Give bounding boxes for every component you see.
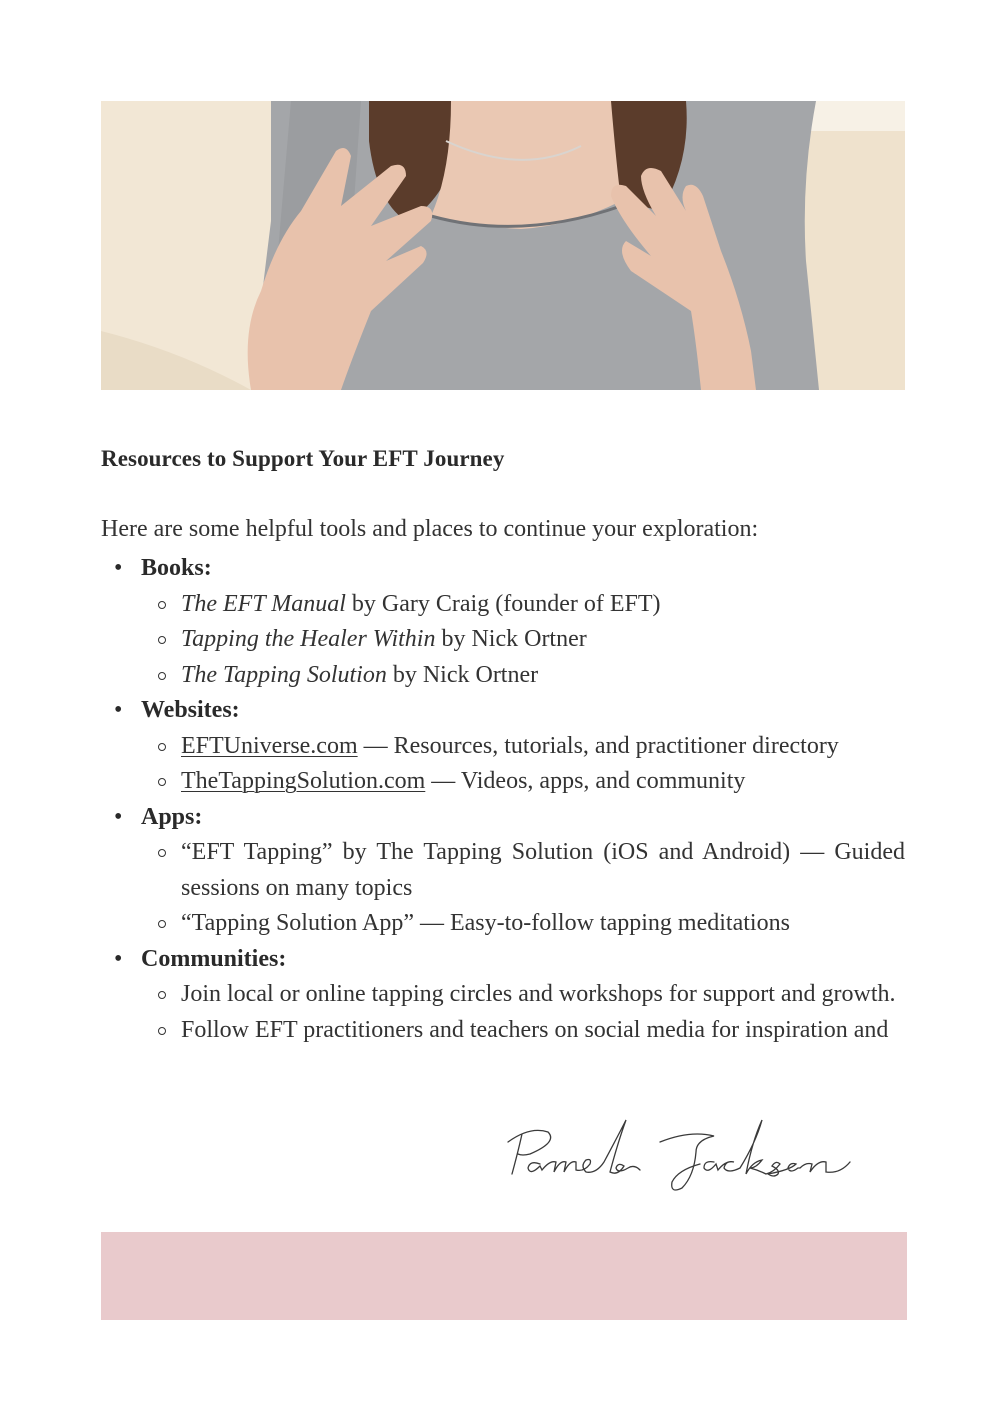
category-communities: • Communities: — [101, 942, 905, 978]
list-item: “EFT Tapping” by The Tapping Solution (iOS and Android) — Guided sessions on many topics — [101, 835, 905, 906]
resources-list — [101, 551, 905, 1048]
list-item — [101, 622, 905, 658]
list-item: Join local or online tapping circles and workshops for support and growth. — [101, 977, 905, 1013]
book-author: by Nick Ortner — [386, 661, 539, 688]
book-author: by Nick Ortner — [435, 626, 587, 652]
website-link-thetappingsolution[interactable]: TheTappingSolution.com — [181, 768, 426, 794]
book-title: The EFT Manual — [181, 590, 346, 617]
category-books: • Books: — [101, 551, 905, 587]
book-title: The Tapping Solution — [181, 661, 387, 688]
list-item: Follow EFT practitioners and teachers on social media for inspiration and — [101, 1013, 905, 1049]
book-author: by Gary Craig (founder of EFT) — [345, 590, 661, 617]
section-heading: Resources to Support Your EFT Journey — [101, 446, 505, 471]
list-item — [101, 587, 905, 623]
list-item — [101, 729, 905, 765]
intro-text: Here are some helpful tools and places to continue your exploration: — [101, 516, 759, 542]
list-item: “Tapping Solution App” — Easy-to-follow tapping meditations — [101, 906, 905, 942]
website-description: — Videos, apps, and community — [425, 768, 746, 794]
list-item — [101, 764, 905, 800]
book-title: Tapping the Healer Within — [181, 626, 436, 652]
hero-photo-illustration — [101, 101, 905, 390]
website-description: — Resources, tutorials, and practitioner directory — [357, 732, 839, 759]
category-apps: • Apps: — [101, 800, 905, 836]
signature — [500, 1112, 900, 1192]
list-item — [101, 658, 905, 694]
hero-photo — [101, 101, 905, 390]
category-websites: • Websites: — [101, 693, 905, 729]
footer-color-band — [101, 1232, 907, 1320]
website-link-eftuniverse[interactable]: EFTUniverse.com — [181, 732, 358, 759]
